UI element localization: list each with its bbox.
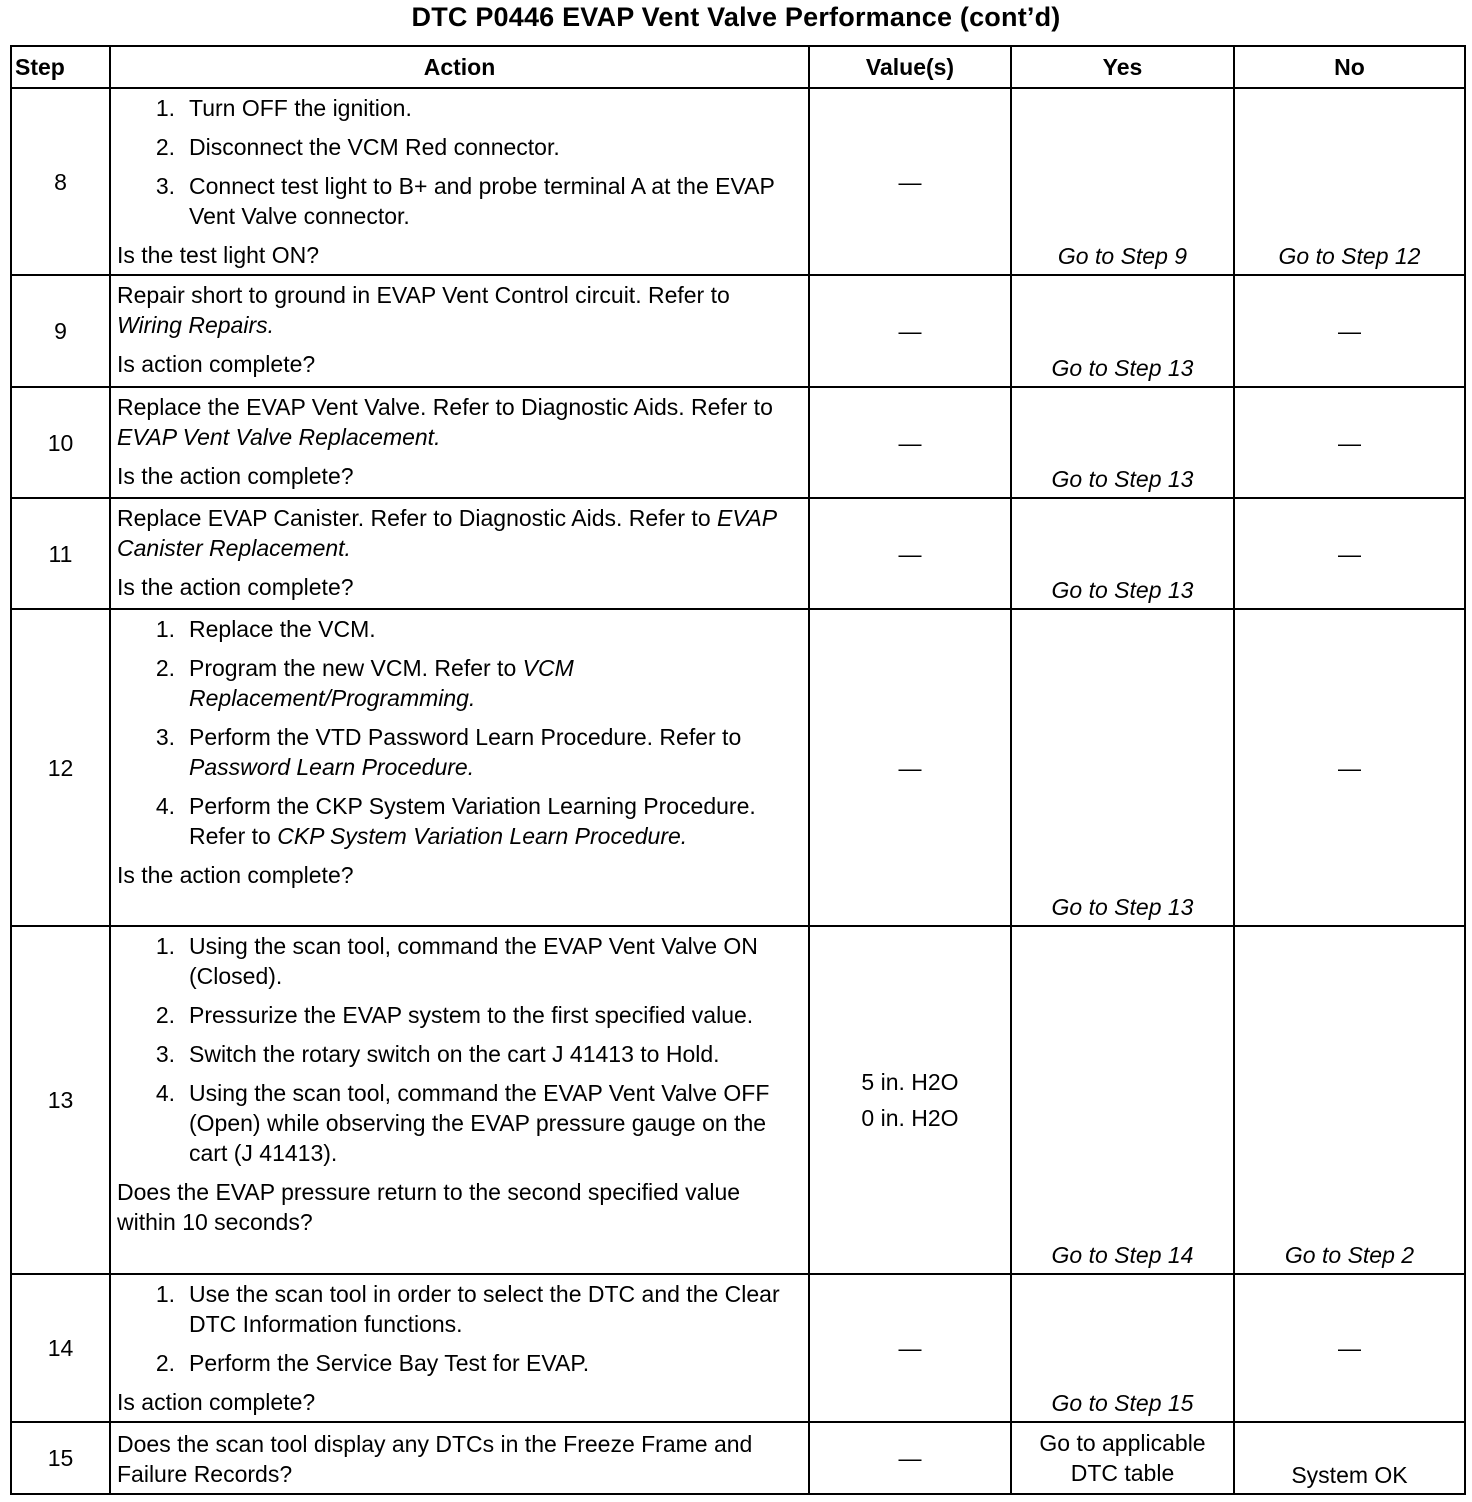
header-values: Value(s): [809, 46, 1011, 88]
yes-cell: Go to Step 14: [1011, 926, 1234, 1274]
diagnostic-table: [10, 45, 1466, 1495]
no-cell: Go to Step 2: [1234, 926, 1465, 1274]
table-row: [11, 1422, 1465, 1494]
page-title: DTC P0446 EVAP Vent Valve Performance (cont’d): [411, 2, 1061, 32]
list-item: 3. Connect test light to B+ and probe terminal A at the EVAP Vent Valve connector.: [155, 173, 775, 229]
action-cell: [110, 1422, 809, 1494]
question: Is the action complete?: [117, 862, 354, 888]
question: Does the scan tool display any DTCs in the Freeze Frame and Failure Records?: [117, 1431, 753, 1487]
value-cell: —: [809, 275, 1011, 387]
question: Is action complete?: [117, 351, 316, 377]
no-cell: —: [1234, 609, 1465, 926]
action-cell: [110, 609, 809, 926]
list-item: 2. Disconnect the VCM Red connector.: [155, 134, 560, 160]
action-text: Replace the EVAP Vent Valve. Refer to Diagnostic Aids. Refer to: [117, 394, 773, 420]
list-item: 2. Pressurize the EVAP system to the first specified value.: [155, 1002, 754, 1028]
step-number: 14: [11, 1274, 110, 1422]
action-cell: [110, 275, 809, 387]
list-item: 1. Use the scan tool in order to select the DTC and the Clear DTC Information functions.: [155, 1281, 780, 1337]
header-step: Step: [11, 46, 110, 88]
no-cell: —: [1234, 275, 1465, 387]
step-number: 12: [11, 609, 110, 926]
action-cell: [110, 387, 809, 498]
step-number: 10: [11, 387, 110, 498]
value-cell: —: [809, 609, 1011, 926]
yes-cell: Go to Step 9: [1011, 88, 1234, 275]
question: Is the action complete?: [117, 463, 354, 489]
question: Is action complete?: [117, 1389, 316, 1415]
header-row: [11, 46, 1465, 88]
no-cell: —: [1234, 387, 1465, 498]
reference-link: VCM Replacement/Programming.: [189, 655, 574, 711]
yes-cell: Go to applicable DTC table: [1011, 1422, 1234, 1494]
list-item: 3. Perform the VTD Password Learn Procedure. Refer to Password Learn Procedure.: [155, 724, 742, 780]
value-cell: —: [809, 1274, 1011, 1422]
step-number: 11: [11, 498, 110, 609]
question: Is the test light ON?: [117, 242, 319, 268]
step-number: 15: [11, 1422, 110, 1494]
second-specified-value: 0 in. H2O: [861, 1105, 959, 1131]
yes-cell: Go to Step 13: [1011, 275, 1234, 387]
yes-cell: Go to Step 13: [1011, 609, 1234, 926]
value-cell: —: [809, 1422, 1011, 1494]
list-item: 2. Perform the Service Bay Test for EVAP.: [155, 1350, 590, 1376]
yes-cell: Go to Step 15: [1011, 1274, 1234, 1422]
header-no: No: [1234, 46, 1465, 88]
step-number: 8: [11, 88, 110, 275]
header-yes: Yes: [1011, 46, 1234, 88]
no-cell: Go to Step 12: [1234, 88, 1465, 275]
value-cell: —: [809, 498, 1011, 609]
reference-link: EVAP Canister Replacement.: [117, 505, 777, 561]
list-item: 1. Turn OFF the ignition.: [155, 95, 412, 121]
list-item: 4. Using the scan tool, command the EVAP Vent Valve OFF (Open) while observing the EVAP pressure gauge on the cart (J 41413).: [155, 1080, 770, 1166]
reference-link: Wiring Repairs.: [117, 312, 275, 338]
reference-link: Password Learn Procedure.: [189, 754, 475, 780]
action-cell: [110, 88, 809, 275]
yes-cell: Go to Step 13: [1011, 498, 1234, 609]
step-number: 13: [11, 926, 110, 1274]
action-text: Repair short to ground in EVAP Vent Control circuit. Refer to: [117, 282, 730, 308]
action-cell: [110, 926, 809, 1274]
no-cell: —: [1234, 1274, 1465, 1422]
action-cell: [110, 1274, 809, 1422]
table-row: [11, 88, 1465, 275]
table-row: [11, 609, 1465, 926]
list-item: 4. Perform the CKP System Variation Learning Procedure. Refer to CKP System Variation Learn Procedure.: [155, 793, 756, 849]
list-item: 2. Program the new VCM. Refer to VCM Replacement/Programming.: [155, 655, 574, 711]
value-cell: —: [809, 387, 1011, 498]
reference-link: CKP System Variation Learn Procedure.: [277, 823, 688, 849]
table-row: [11, 275, 1465, 387]
first-specified-value: 5 in. H2O: [861, 1069, 959, 1095]
header-action: Action: [110, 46, 809, 88]
table-row: [11, 498, 1465, 609]
no-cell: System OK: [1234, 1422, 1465, 1494]
action-cell: [110, 498, 809, 609]
no-cell: —: [1234, 498, 1465, 609]
step-number: 9: [11, 275, 110, 387]
question: Is the action complete?: [117, 574, 354, 600]
action-text: Replace EVAP Canister. Refer to Diagnostic Aids. Refer to: [117, 505, 717, 531]
table-row: [11, 926, 1465, 1274]
reference-link: EVAP Vent Valve Replacement.: [117, 424, 441, 450]
table-row: [11, 1274, 1465, 1422]
list-item: 1. Replace the VCM.: [155, 616, 376, 642]
yes-cell: Go to Step 13: [1011, 387, 1234, 498]
list-item: 3. Switch the rotary switch on the cart J 41413 to Hold.: [155, 1041, 720, 1067]
question: Does the EVAP pressure return to the second specified value within 10 seconds?: [117, 1179, 741, 1235]
list-item: 1. Using the scan tool, command the EVAP Vent Valve ON (Closed).: [155, 933, 758, 989]
value-cell: —: [809, 88, 1011, 275]
value-cell: [809, 926, 1011, 1274]
table-row: [11, 387, 1465, 498]
